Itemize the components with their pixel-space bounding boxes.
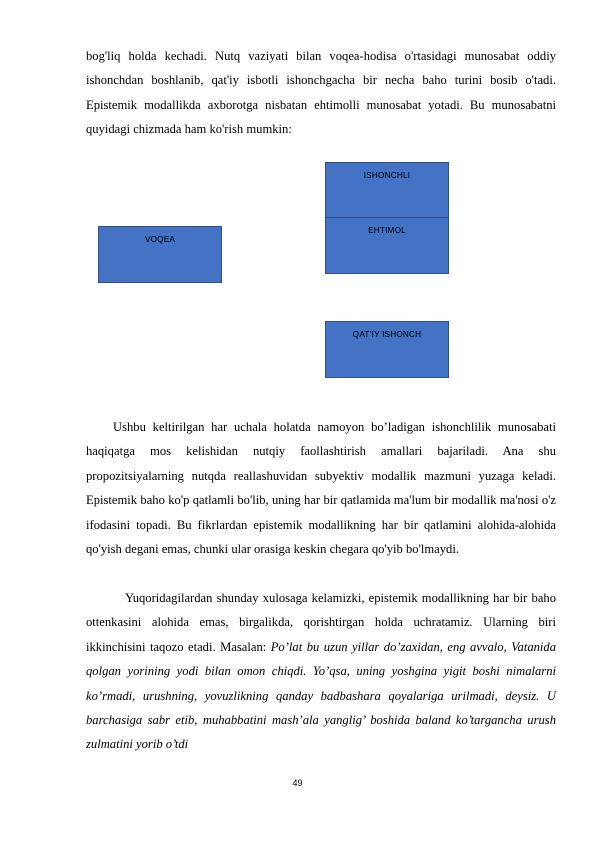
diagram-box-ishonchli-label: ISHONCHLI [363,171,411,180]
diagram-box-ehtimol-label: EHTIMOL [368,226,406,235]
paragraph-conclusion-text: Yuqoridagilardan shunday xulosaga kelamizki, epistemik modallikning har bir baho ottenkasini alohida emas, birgalikda, qorishtirgan holda uchratamiz. Ularning biri ikkinchisini taqozo etadi. Masalan: [86,591,556,654]
diagram-box-ishonchli [325,162,449,218]
example-quote: Po’lat bu uzun yillar do’zaxidan, eng avvalo, Vatanida qolgan yorining yodi bilan omon chiqdi. Yo’qsa, uning yoshgina yigit boshi nimalarni ko’rmadi, urushning, yovuzlikning qanday badbashara qoyalariga urilmadi, deysiz. U barchasiga sabr etib, muhabbatini mash’ala yanglig’ boshida baland ko’targancha urush zulmatini yorib o’tdi [86,639,557,752]
paragraph-conclusion [86,586,556,757]
diagram-box-voqea-label: VOQEA [144,235,176,244]
diagram-box-ehtimol [325,217,449,274]
diagram-box-qatiy-ishonch [325,321,449,378]
paragraph-intro: bog'liq holda kechadi. Nutq vaziyati bilan voqea-hodisa o'rtasidagi munosabat oddiy ishonchdan boshlanib, qat'iy isbotli ishonchgacha bir necha baho turini bosib o'tadi. Epistemik modallikda axborotga nisbatan ehtimolli munosabat yotadi. Bu munosabatni quyidagi chizmada ham ko'rish mumkin: [86,49,556,137]
diagram-box-qatiy-ishonch-label: QAT’IY ISHONCH [352,330,422,339]
page-number: 49 [292,778,303,788]
paragraph-explanation: Ushbu keltirilgan har uchala holatda namoyon bo’ladigan ishonchlilik munosabati haqiqatga mos kelishidan nutqiy faollashtirish amallari bajariladi. Ana shu propozitsiyalarning nutqda reallashuvidan subyektiv modallik mazmuni yuzaga keladi. Epistemik baho ko'p qatlamli bo'lib, uning har bir qatlamida ma'lum bir modallik ma'nosi o'z ifodasini topadi. Bu fikrlardan epistemik modallikning har bir qatlamini alohida-alohida qo'yish degani emas, chunki ular orasiga keskin chegara qo'yib bo'lmaydi. [86,420,556,557]
diagram-box-voqea [98,226,222,283]
